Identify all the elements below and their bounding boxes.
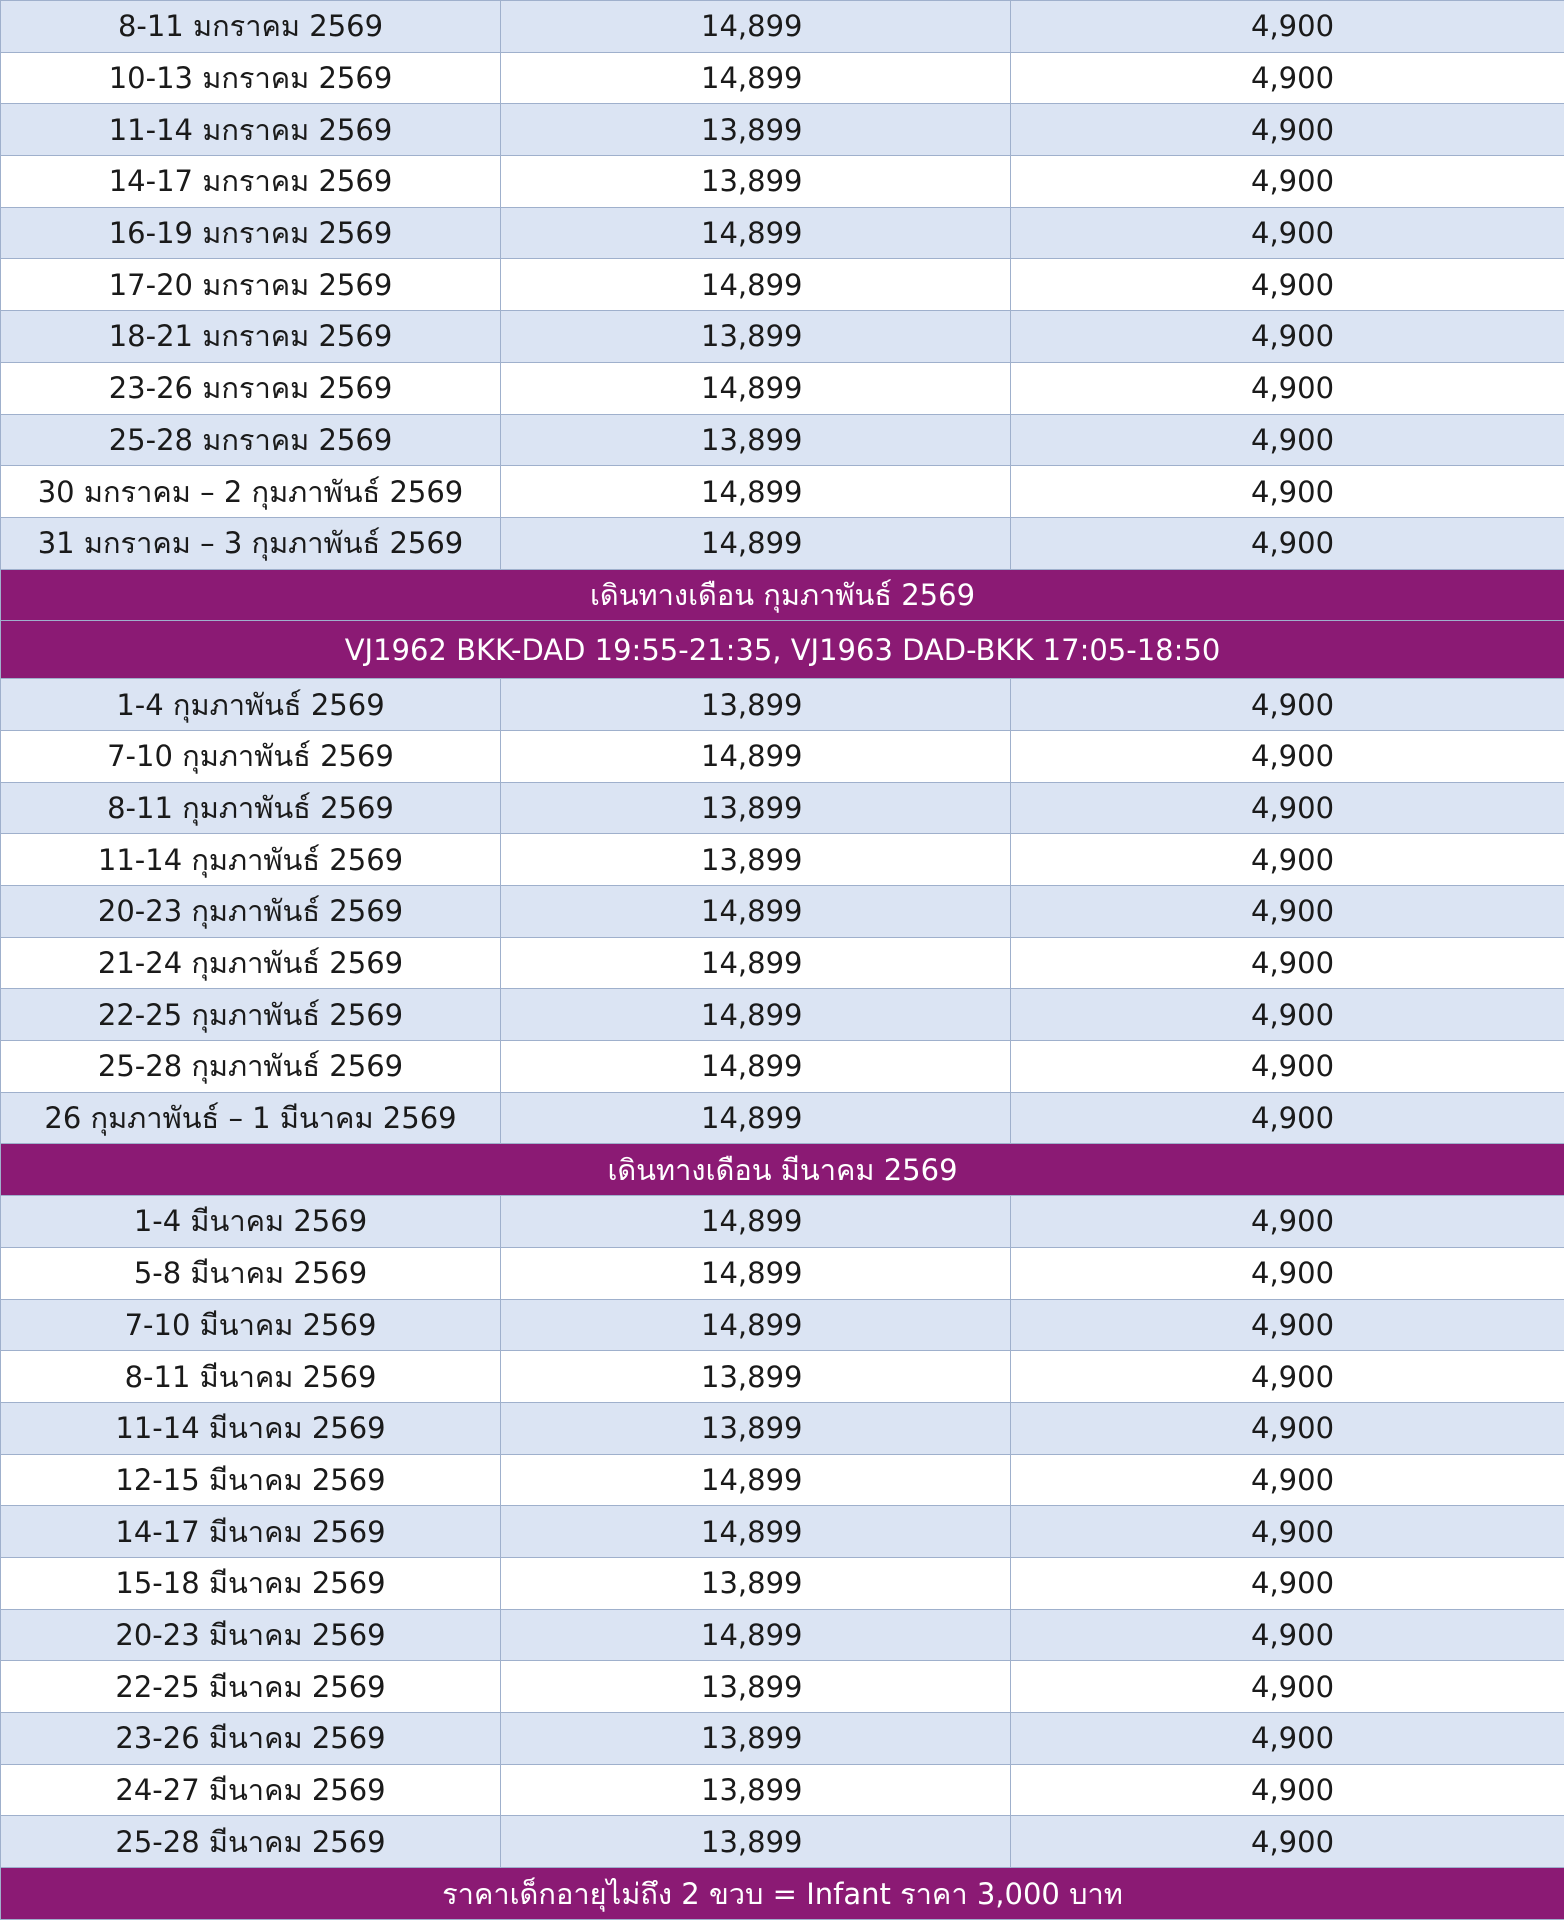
table-row: [1, 1609, 1564, 1661]
table-row: [1, 1557, 1564, 1609]
adult-price-cell: 14,899: [501, 466, 1011, 518]
date-cell: 21-24 กุมภาพันธ์ 2569: [1, 937, 501, 989]
date-cell: 14-17 มีนาคม 2569: [1, 1506, 501, 1558]
adult-price-cell: 14,899: [501, 1247, 1011, 1299]
extra-price-cell: 4,900: [1011, 104, 1564, 156]
date-cell: 11-14 กุมภาพันธ์ 2569: [1, 834, 501, 886]
adult-price-cell: 13,899: [501, 1351, 1011, 1403]
table-row: [1, 1402, 1564, 1454]
table-row: [1, 1196, 1564, 1248]
table-row: [1, 730, 1564, 782]
adult-price-cell: 13,899: [501, 1557, 1011, 1609]
table-row: [1, 989, 1564, 1041]
date-cell: 22-25 กุมภาพันธ์ 2569: [1, 989, 501, 1041]
adult-price-cell: 13,899: [501, 156, 1011, 208]
adult-price-cell: 13,899: [501, 311, 1011, 363]
extra-price-cell: 4,900: [1011, 886, 1564, 938]
extra-price-cell: 4,900: [1011, 1402, 1564, 1454]
adult-price-cell: 14,899: [501, 937, 1011, 989]
extra-price-cell: 4,900: [1011, 1247, 1564, 1299]
adult-price-cell: 14,899: [501, 1196, 1011, 1248]
extra-price-cell: 4,900: [1011, 1557, 1564, 1609]
extra-price-cell: 4,900: [1011, 782, 1564, 834]
date-cell: 15-18 มีนาคม 2569: [1, 1557, 501, 1609]
adult-price-cell: 13,899: [501, 1402, 1011, 1454]
extra-price-cell: 4,900: [1011, 1764, 1564, 1816]
adult-price-cell: 13,899: [501, 834, 1011, 886]
table-row: [1, 1, 1564, 53]
adult-price-cell: 14,899: [501, 1454, 1011, 1506]
extra-price-cell: 4,900: [1011, 1713, 1564, 1765]
adult-price-cell: 13,899: [501, 414, 1011, 466]
date-cell: 25-28 มีนาคม 2569: [1, 1816, 501, 1868]
adult-price-cell: 14,899: [501, 1, 1011, 53]
price-table-body: [1, 1, 1564, 1920]
adult-price-cell: 14,899: [501, 517, 1011, 569]
table-row: [1, 207, 1564, 259]
extra-price-cell: 4,900: [1011, 1092, 1564, 1144]
date-cell: 31 มกราคม – 3 กุมภาพันธ์ 2569: [1, 517, 501, 569]
extra-price-cell: 4,900: [1011, 207, 1564, 259]
month-heading: เดินทางเดือน มีนาคม 2569: [1, 1144, 1564, 1196]
date-cell: 10-13 มกราคม 2569: [1, 52, 501, 104]
table-row: [1, 311, 1564, 363]
table-row: [1, 362, 1564, 414]
date-cell: 22-25 มีนาคม 2569: [1, 1661, 501, 1713]
month-heading-row: [1, 569, 1564, 621]
month-heading-row: [1, 1144, 1564, 1196]
date-cell: 23-26 มีนาคม 2569: [1, 1713, 501, 1765]
date-cell: 14-17 มกราคม 2569: [1, 156, 501, 208]
extra-price-cell: 4,900: [1011, 311, 1564, 363]
adult-price-cell: 14,899: [501, 1609, 1011, 1661]
date-cell: 23-26 มกราคม 2569: [1, 362, 501, 414]
adult-price-cell: 14,899: [501, 730, 1011, 782]
table-row: [1, 886, 1564, 938]
adult-price-cell: 13,899: [501, 679, 1011, 731]
table-row: [1, 834, 1564, 886]
table-row: [1, 1816, 1564, 1868]
date-cell: 8-11 มกราคม 2569: [1, 1, 501, 53]
adult-price-cell: 13,899: [501, 1661, 1011, 1713]
date-cell: 8-11 มีนาคม 2569: [1, 1351, 501, 1403]
adult-price-cell: 14,899: [501, 1041, 1011, 1093]
adult-price-cell: 14,899: [501, 259, 1011, 311]
extra-price-cell: 4,900: [1011, 414, 1564, 466]
date-cell: 1-4 กุมภาพันธ์ 2569: [1, 679, 501, 731]
adult-price-cell: 14,899: [501, 207, 1011, 259]
date-cell: 17-20 มกราคม 2569: [1, 259, 501, 311]
date-cell: 26 กุมภาพันธ์ – 1 มีนาคม 2569: [1, 1092, 501, 1144]
flight-info-row: [1, 621, 1564, 679]
table-row: [1, 1713, 1564, 1765]
extra-price-cell: 4,900: [1011, 1041, 1564, 1093]
extra-price-cell: 4,900: [1011, 466, 1564, 518]
table-row: [1, 1041, 1564, 1093]
adult-price-cell: 13,899: [501, 1713, 1011, 1765]
table-row: [1, 1247, 1564, 1299]
date-cell: 11-14 มีนาคม 2569: [1, 1402, 501, 1454]
adult-price-cell: 14,899: [501, 1506, 1011, 1558]
table-row: [1, 1764, 1564, 1816]
extra-price-cell: 4,900: [1011, 52, 1564, 104]
infant-price-note: ราคาเด็กอายุไม่ถึง 2 ขวบ = Infant ราคา 3,000 บาท: [1, 1868, 1564, 1920]
table-row: [1, 466, 1564, 518]
adult-price-cell: 14,899: [501, 886, 1011, 938]
extra-price-cell: 4,900: [1011, 1299, 1564, 1351]
month-heading: เดินทางเดือน กุมภาพันธ์ 2569: [1, 569, 1564, 621]
adult-price-cell: 13,899: [501, 782, 1011, 834]
adult-price-cell: 14,899: [501, 1299, 1011, 1351]
adult-price-cell: 13,899: [501, 1816, 1011, 1868]
extra-price-cell: 4,900: [1011, 937, 1564, 989]
date-cell: 16-19 มกราคม 2569: [1, 207, 501, 259]
table-row: [1, 259, 1564, 311]
adult-price-cell: 13,899: [501, 1764, 1011, 1816]
date-cell: 25-28 มกราคม 2569: [1, 414, 501, 466]
extra-price-cell: 4,900: [1011, 362, 1564, 414]
table-row: [1, 52, 1564, 104]
table-row: [1, 679, 1564, 731]
date-cell: 24-27 มีนาคม 2569: [1, 1764, 501, 1816]
date-cell: 8-11 กุมภาพันธ์ 2569: [1, 782, 501, 834]
table-row: [1, 414, 1564, 466]
date-cell: 25-28 กุมภาพันธ์ 2569: [1, 1041, 501, 1093]
table-row: [1, 1661, 1564, 1713]
adult-price-cell: 14,899: [501, 989, 1011, 1041]
date-cell: 18-21 มกราคม 2569: [1, 311, 501, 363]
extra-price-cell: 4,900: [1011, 1506, 1564, 1558]
extra-price-cell: 4,900: [1011, 1, 1564, 53]
flight-info: VJ1962 BKK-DAD 19:55-21:35, VJ1963 DAD-BKK 17:05-18:50: [1, 621, 1564, 679]
infant-price-note-row: [1, 1868, 1564, 1920]
table-row: [1, 1299, 1564, 1351]
adult-price-cell: 13,899: [501, 104, 1011, 156]
extra-price-cell: 4,900: [1011, 989, 1564, 1041]
table-row: [1, 104, 1564, 156]
adult-price-cell: 14,899: [501, 1092, 1011, 1144]
extra-price-cell: 4,900: [1011, 517, 1564, 569]
extra-price-cell: 4,900: [1011, 1454, 1564, 1506]
extra-price-cell: 4,900: [1011, 259, 1564, 311]
table-row: [1, 156, 1564, 208]
extra-price-cell: 4,900: [1011, 1196, 1564, 1248]
table-row: [1, 1351, 1564, 1403]
table-row: [1, 517, 1564, 569]
extra-price-cell: 4,900: [1011, 1609, 1564, 1661]
date-cell: 7-10 มีนาคม 2569: [1, 1299, 501, 1351]
extra-price-cell: 4,900: [1011, 156, 1564, 208]
adult-price-cell: 14,899: [501, 362, 1011, 414]
date-cell: 1-4 มีนาคม 2569: [1, 1196, 501, 1248]
table-row: [1, 1506, 1564, 1558]
date-cell: 11-14 มกราคม 2569: [1, 104, 501, 156]
extra-price-cell: 4,900: [1011, 1661, 1564, 1713]
extra-price-cell: 4,900: [1011, 1351, 1564, 1403]
adult-price-cell: 14,899: [501, 52, 1011, 104]
table-row: [1, 1092, 1564, 1144]
table-row: [1, 782, 1564, 834]
date-cell: 20-23 กุมภาพันธ์ 2569: [1, 886, 501, 938]
extra-price-cell: 4,900: [1011, 730, 1564, 782]
table-row: [1, 1454, 1564, 1506]
date-cell: 7-10 กุมภาพันธ์ 2569: [1, 730, 501, 782]
date-cell: 12-15 มีนาคม 2569: [1, 1454, 501, 1506]
date-cell: 5-8 มีนาคม 2569: [1, 1247, 501, 1299]
table-row: [1, 937, 1564, 989]
extra-price-cell: 4,900: [1011, 679, 1564, 731]
extra-price-cell: 4,900: [1011, 834, 1564, 886]
extra-price-cell: 4,900: [1011, 1816, 1564, 1868]
date-cell: 20-23 มีนาคม 2569: [1, 1609, 501, 1661]
date-cell: 30 มกราคม – 2 กุมภาพันธ์ 2569: [1, 466, 501, 518]
